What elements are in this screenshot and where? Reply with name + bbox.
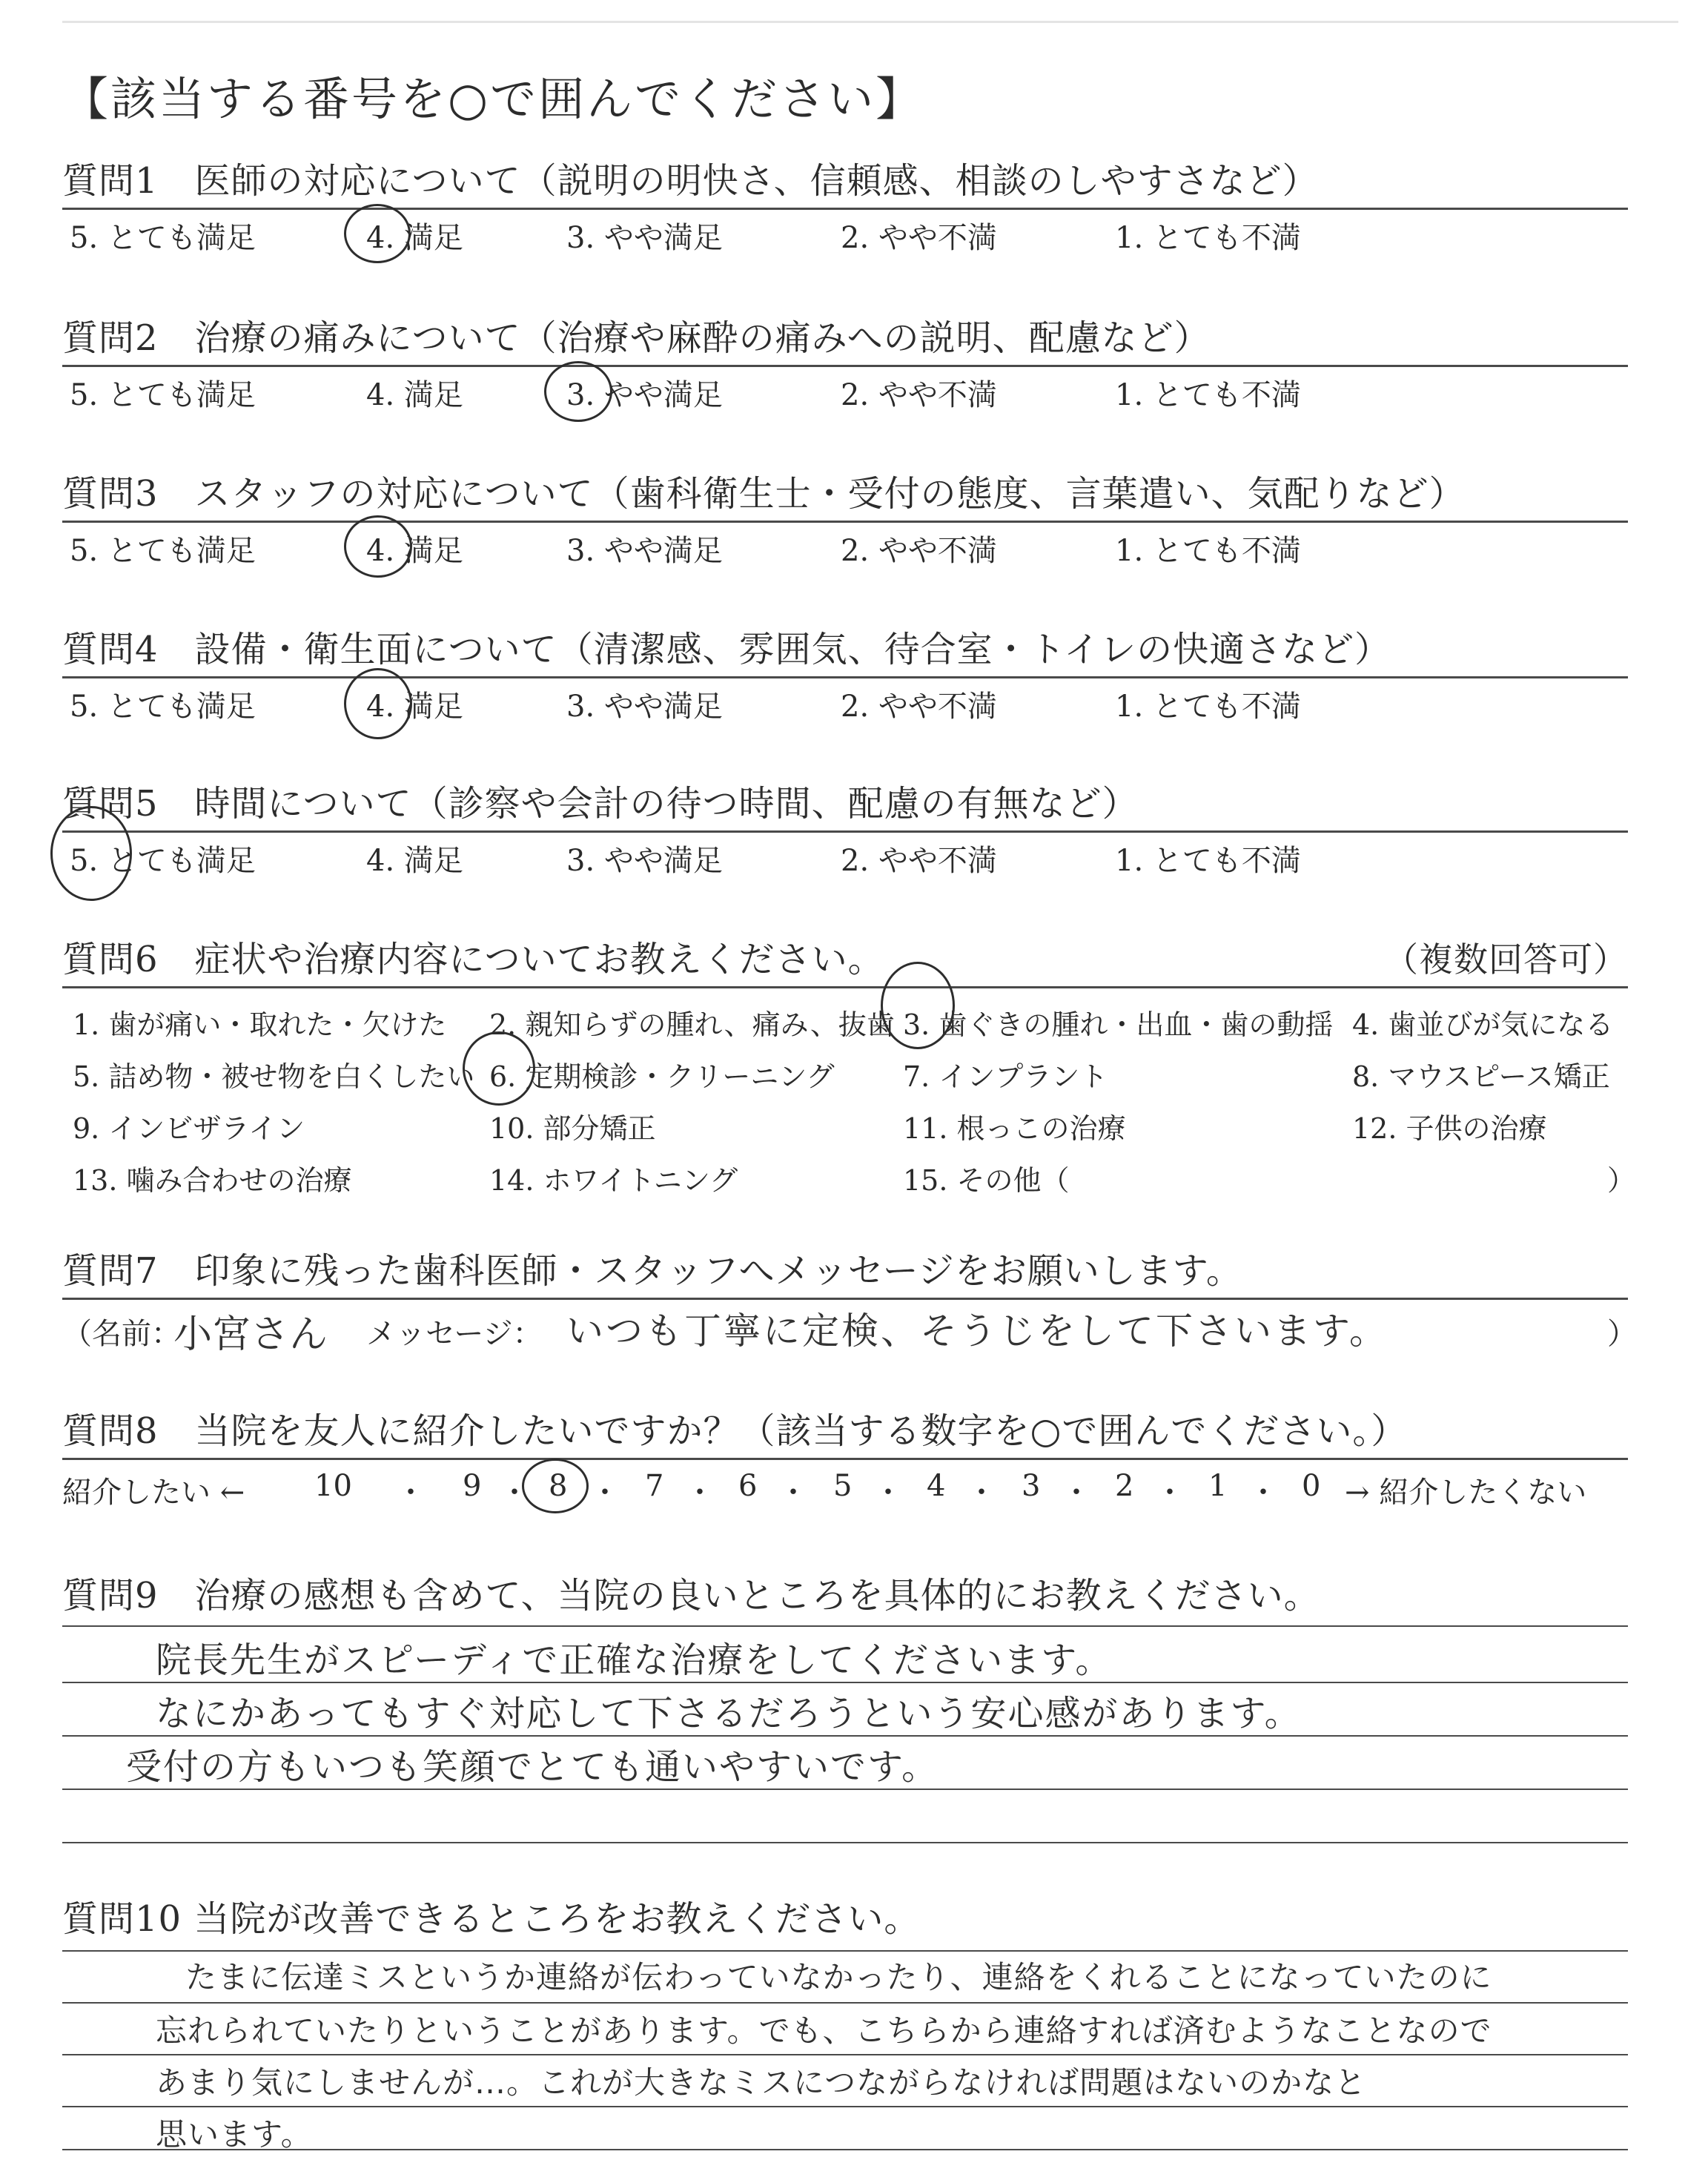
option-1[interactable]: 1. とても不満 bbox=[1115, 221, 1301, 255]
scale-right-label: → 紹介したくない bbox=[1345, 1476, 1587, 1510]
question-6-text: 質問6 症状や治療内容についてお教えください。 bbox=[62, 939, 884, 980]
symptom-option[interactable]: 13. 噛み合わせの治療 bbox=[73, 1164, 352, 1197]
option-3[interactable]: 3. やや満足 bbox=[566, 378, 723, 412]
selection-circle bbox=[344, 204, 411, 263]
selection-circle bbox=[344, 515, 412, 578]
selection-circle bbox=[522, 1459, 589, 1513]
question-title: 質問1 医師の対応について（説明の明快さ、信頼感、相談のしやすさなど） bbox=[62, 160, 1319, 202]
question-title: 質問7 印象に残った歯科医師・スタッフへメッセージをお願いします。 bbox=[62, 1250, 1242, 1292]
question-7 bbox=[62, 1247, 1637, 1359]
message-label: メッセージ： bbox=[366, 1317, 543, 1351]
symptom-option[interactable]: 12. 子供の治療 bbox=[1352, 1112, 1547, 1145]
symptom-option[interactable]: 4. 歯並びが気になる bbox=[1352, 1008, 1614, 1041]
scale-dot: ・ bbox=[873, 1476, 903, 1510]
rating-options bbox=[62, 367, 1628, 419]
scale-9[interactable]: 9 bbox=[463, 1469, 482, 1503]
scale-4[interactable]: 4 bbox=[927, 1469, 946, 1503]
answer-line[interactable]: あまり気にしませんが…。これが大きなミスにつながらなければ問題はないのかなと bbox=[156, 2064, 1367, 2101]
option-1[interactable]: 1. とても不満 bbox=[1115, 378, 1301, 412]
scale-left-label: 紹介したい ← bbox=[62, 1476, 245, 1510]
question-10 bbox=[62, 1895, 1628, 1943]
question-9 bbox=[62, 1572, 1628, 1619]
option-4[interactable]: 4. 満足 bbox=[366, 534, 463, 568]
option-2[interactable]: 2. やや不満 bbox=[841, 690, 997, 724]
question-2 bbox=[62, 314, 1628, 419]
scale-10[interactable]: 10 bbox=[314, 1469, 352, 1503]
question-title: 質問8 当院を友人に紹介したいですか？（該当する数字を○で囲んでください。） bbox=[62, 1410, 1408, 1452]
rating-options bbox=[62, 678, 1628, 730]
symptom-option[interactable]: 11. 根っこの治療 bbox=[903, 1112, 1126, 1145]
symptom-option-close: ） bbox=[1607, 1164, 1636, 1197]
message-close: ） bbox=[1607, 1317, 1637, 1351]
answer-line[interactable]: 思います。 bbox=[156, 2116, 313, 2153]
page-title: 【該当する番号を○で囲んでください】 bbox=[62, 72, 924, 126]
question-title bbox=[62, 936, 1628, 983]
question-5 bbox=[62, 780, 1628, 885]
symptom-option[interactable]: 15. その他（ bbox=[903, 1164, 1070, 1197]
answer-line[interactable]: たまに伝達ミスというか連絡が伝わっていなかったり、連絡をくれることになっていたのに bbox=[185, 1959, 1492, 1995]
scale-dot: ・ bbox=[685, 1476, 715, 1510]
symptom-option[interactable]: 2. 親知らずの腫れ、痛み、抜歯 bbox=[489, 1008, 895, 1041]
name-value[interactable]: 小宮さん bbox=[173, 1312, 328, 1357]
rating-options bbox=[62, 523, 1628, 575]
question-title: 質問10 当院が改善できるところをお教えください。 bbox=[62, 1898, 921, 1940]
symptom-option[interactable]: 8. マウスピース矯正 bbox=[1352, 1060, 1610, 1093]
recommend-scale bbox=[62, 1460, 1628, 1512]
scale-8[interactable]: 8 bbox=[549, 1469, 568, 1503]
symptom-option[interactable]: 3. 歯ぐきの腫れ・出血・歯の動揺 bbox=[903, 1008, 1334, 1041]
symptom-options bbox=[62, 988, 1636, 1211]
selection-circle bbox=[544, 361, 612, 422]
option-4[interactable]: 4. 満足 bbox=[366, 844, 463, 878]
scale-dot: ・ bbox=[1155, 1476, 1185, 1510]
symptom-option[interactable]: 10. 部分矯正 bbox=[489, 1112, 656, 1145]
option-1[interactable]: 1. とても不満 bbox=[1115, 690, 1301, 724]
answer-line[interactable]: なにかあってもすぐ対応して下さるだろうという安心感があります。 bbox=[156, 1693, 1302, 1734]
option-4[interactable]: 4. 満足 bbox=[366, 378, 463, 412]
option-5[interactable]: 5. とても満足 bbox=[70, 844, 256, 878]
option-4[interactable]: 4. 満足 bbox=[366, 221, 463, 255]
selection-circle bbox=[344, 668, 412, 739]
message-value[interactable]: いつも丁寧に定検、そうじをして下さいます。 bbox=[566, 1309, 1388, 1353]
option-2[interactable]: 2. やや不満 bbox=[841, 534, 997, 568]
option-2[interactable]: 2. やや不満 bbox=[841, 378, 997, 412]
question-8 bbox=[62, 1407, 1628, 1512]
message-row bbox=[62, 1300, 1637, 1359]
scale-5[interactable]: 5 bbox=[833, 1469, 853, 1503]
scale-1[interactable]: 1 bbox=[1208, 1469, 1228, 1503]
rating-options bbox=[62, 210, 1628, 262]
page-top-edge bbox=[62, 21, 1678, 23]
ruled-line bbox=[62, 1625, 1628, 1627]
question-4 bbox=[62, 626, 1628, 730]
option-1[interactable]: 1. とても不満 bbox=[1115, 844, 1301, 878]
ruled-line bbox=[62, 1950, 1628, 1952]
symptom-option[interactable]: 9. インビザライン bbox=[73, 1112, 305, 1145]
option-1[interactable]: 1. とても不満 bbox=[1115, 534, 1301, 568]
question-title: 質問9 治療の感想も含めて、当院の良いところを具体的にお教えください。 bbox=[62, 1575, 1320, 1616]
scale-dot: ・ bbox=[778, 1476, 808, 1510]
question-title: 質問3 スタッフの対応について（歯科衛生士・受付の態度、言葉遣い、気配りなど） bbox=[62, 473, 1466, 515]
rating-options bbox=[62, 833, 1628, 885]
answer-line[interactable]: 院長先生がスピーディで正確な治療をしてくださいます。 bbox=[156, 1639, 1113, 1681]
question-title: 質問4 設備・衛生面について（清潔感、雰囲気、待合室・トイレの快適さなど） bbox=[62, 629, 1391, 670]
scale-dot: ・ bbox=[500, 1476, 529, 1510]
selection-circle bbox=[50, 806, 132, 901]
selection-circle bbox=[463, 1031, 535, 1106]
symptom-option[interactable]: 5. 詰め物・被せ物を白くしたい bbox=[73, 1060, 475, 1093]
scale-dot: ・ bbox=[590, 1476, 620, 1510]
question-3 bbox=[62, 470, 1628, 575]
ruled-line bbox=[62, 2106, 1628, 2107]
ruled-line bbox=[62, 2002, 1628, 2004]
option-5[interactable]: 5. とても満足 bbox=[70, 221, 256, 255]
scale-dot: ・ bbox=[967, 1476, 996, 1510]
question-title: 質問2 治療の痛みについて（治療や麻酔の痛みへの説明、配慮など） bbox=[62, 317, 1211, 359]
option-5[interactable]: 5. とても満足 bbox=[70, 690, 256, 724]
scale-dot: ・ bbox=[1062, 1476, 1091, 1510]
scale-7[interactable]: 7 bbox=[645, 1469, 664, 1503]
scale-0[interactable]: 0 bbox=[1302, 1469, 1321, 1503]
answer-line[interactable]: 忘れられていたりということがあります。でも、こちらから連絡すれば済むようなことなので bbox=[156, 2012, 1492, 2049]
answer-line[interactable]: 受付の方もいつも笑顔でとても通いやすいです。 bbox=[126, 1746, 939, 1788]
symptom-option[interactable]: 6. 定期検診・クリーニング bbox=[489, 1060, 835, 1093]
option-2[interactable]: 2. やや不満 bbox=[841, 844, 997, 878]
selection-circle bbox=[881, 962, 955, 1049]
scale-3[interactable]: 3 bbox=[1022, 1469, 1041, 1503]
option-3[interactable]: 3. やや満足 bbox=[566, 844, 723, 878]
scale-dot: ・ bbox=[396, 1476, 426, 1510]
name-label: （名前： bbox=[62, 1317, 181, 1351]
multiple-answers-note: （複数回答可） bbox=[1384, 939, 1628, 980]
symptom-option[interactable]: 14. ホワイトニング bbox=[489, 1164, 738, 1197]
option-3[interactable]: 3. やや満足 bbox=[566, 534, 723, 568]
symptom-option[interactable]: 7. インプラント bbox=[903, 1060, 1108, 1093]
scale-6[interactable]: 6 bbox=[738, 1469, 758, 1503]
question-title: 質問5 時間について（診察や会計の待つ時間、配慮の有無など） bbox=[62, 783, 1139, 825]
scale-2[interactable]: 2 bbox=[1115, 1469, 1134, 1503]
ruled-line bbox=[62, 1842, 1628, 1843]
question-1 bbox=[62, 157, 1628, 262]
question-6 bbox=[62, 936, 1636, 1211]
symptom-option[interactable]: 1. 歯が痛い・取れた・欠けた bbox=[73, 1008, 447, 1041]
scale-dot: ・ bbox=[1248, 1476, 1278, 1510]
option-3[interactable]: 3. やや満足 bbox=[566, 221, 723, 255]
option-5[interactable]: 5. とても満足 bbox=[70, 378, 256, 412]
option-2[interactable]: 2. やや不満 bbox=[841, 221, 997, 255]
option-4[interactable]: 4. 満足 bbox=[366, 690, 463, 724]
option-3[interactable]: 3. やや満足 bbox=[566, 690, 723, 724]
option-5[interactable]: 5. とても満足 bbox=[70, 534, 256, 568]
ruled-line bbox=[62, 2054, 1628, 2055]
